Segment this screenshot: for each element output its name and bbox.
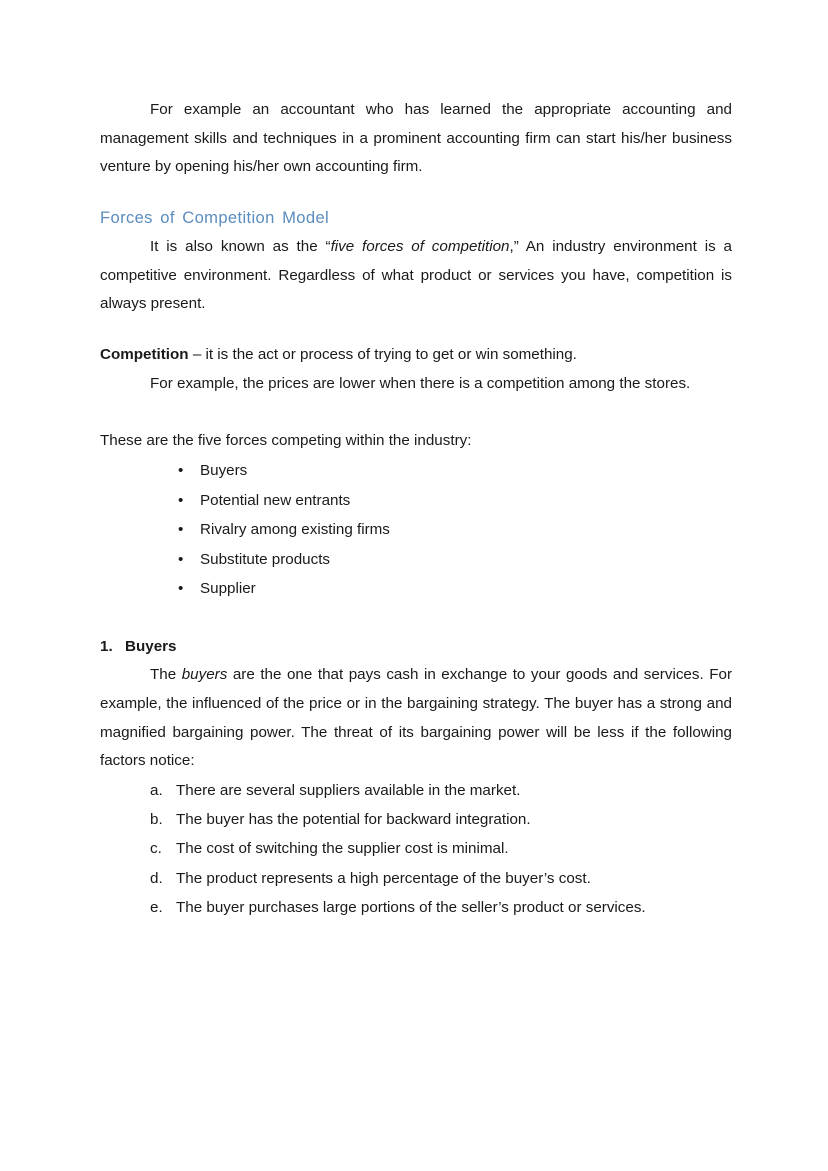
list-item-label: The product represents a high percentage of the buyer’s cost.: [176, 869, 591, 887]
list-item-label: The buyer has the potential for backward integration.: [176, 811, 531, 829]
list-item-label: Potential new entrants: [200, 491, 351, 509]
bullet-icon: •: [178, 550, 184, 568]
list-item-marker: c.: [150, 840, 162, 858]
heading-forces-of-competition-model: Forces of Competition Model: [100, 208, 330, 228]
list-item: [100, 893, 732, 922]
list-item: [100, 515, 732, 545]
list-item-label: Buyers: [200, 462, 248, 480]
bullet-icon: •: [178, 521, 184, 539]
spacer: [100, 398, 732, 427]
list-item-marker: a.: [150, 782, 163, 800]
paragraph-buyers-body: [100, 661, 732, 776]
five-forces-intro-suffix: ,” An industry environment is a competitive environment. Regardless of what product or services you have, competition is always present.: [100, 237, 732, 313]
list-item-marker: e.: [150, 898, 163, 916]
paragraph-five-forces-intro: [100, 233, 732, 319]
paragraph-competition-definition: [100, 341, 732, 370]
list-item-marker: d.: [150, 869, 163, 887]
list-item-label: Rivalry among existing firms: [200, 521, 390, 539]
five-forces-intro-italic-phrase: five forces of competition: [330, 237, 510, 255]
bullet-icon: •: [178, 462, 184, 480]
list-item-label: Substitute products: [200, 550, 331, 568]
five-forces-bullet-list: [100, 456, 732, 604]
list-item-label: Supplier: [200, 580, 256, 598]
spacer: [100, 182, 732, 204]
five-forces-intro-prefix: It is also known as the “: [150, 237, 331, 255]
paragraph-five-forces-lead-in: These are the five forces competing within the industry:: [100, 432, 472, 450]
spacer: [100, 604, 732, 633]
bullet-icon: •: [178, 580, 184, 598]
paragraph-competition-example: For example, the prices are lower when there is a competition among the stores.: [150, 374, 691, 392]
spacer: [100, 319, 732, 341]
list-item: [100, 776, 732, 805]
list-item: [100, 574, 732, 604]
list-item: [100, 486, 732, 516]
list-item: [100, 456, 732, 486]
paragraph-accountant-example: For example an accountant who has learned the appropriate accounting and management skills and techniques in a prominent accounting firm can start his/her business venture by opening his/her own accounting firm.: [100, 101, 732, 176]
buyer-factors-list: [100, 776, 732, 922]
page-content: [100, 96, 732, 922]
list-item-label: The cost of switching the supplier cost is minimal.: [176, 840, 509, 858]
heading-buyers-section: [100, 633, 732, 662]
competition-term: Competition: [100, 345, 189, 363]
list-item-label: There are several suppliers available in the market.: [176, 782, 521, 800]
section-label: Buyers: [125, 637, 177, 655]
section-number: 1.: [100, 637, 113, 655]
buyers-body-suffix: are the one that pays cash in exchange to your goods and services. For example, the influenced of the price or in the bargaining strategy. The buyer has a strong and magnified bargaining power. The threat of its bargaining power will be less if the following factors notice:: [100, 666, 733, 770]
list-item-marker: b.: [150, 811, 163, 829]
buyers-body-italic-word: buyers: [181, 666, 228, 684]
list-item: [100, 805, 732, 834]
list-item-label: The buyer purchases large portions of the seller’s product or services.: [176, 898, 646, 916]
list-item: [100, 864, 732, 893]
buyers-body-prefix: The: [150, 666, 182, 684]
bullet-icon: •: [178, 491, 184, 509]
list-item: [100, 545, 732, 575]
list-item: [100, 834, 732, 863]
competition-definition-text: – it is the act or process of trying to get or win something.: [188, 345, 577, 363]
